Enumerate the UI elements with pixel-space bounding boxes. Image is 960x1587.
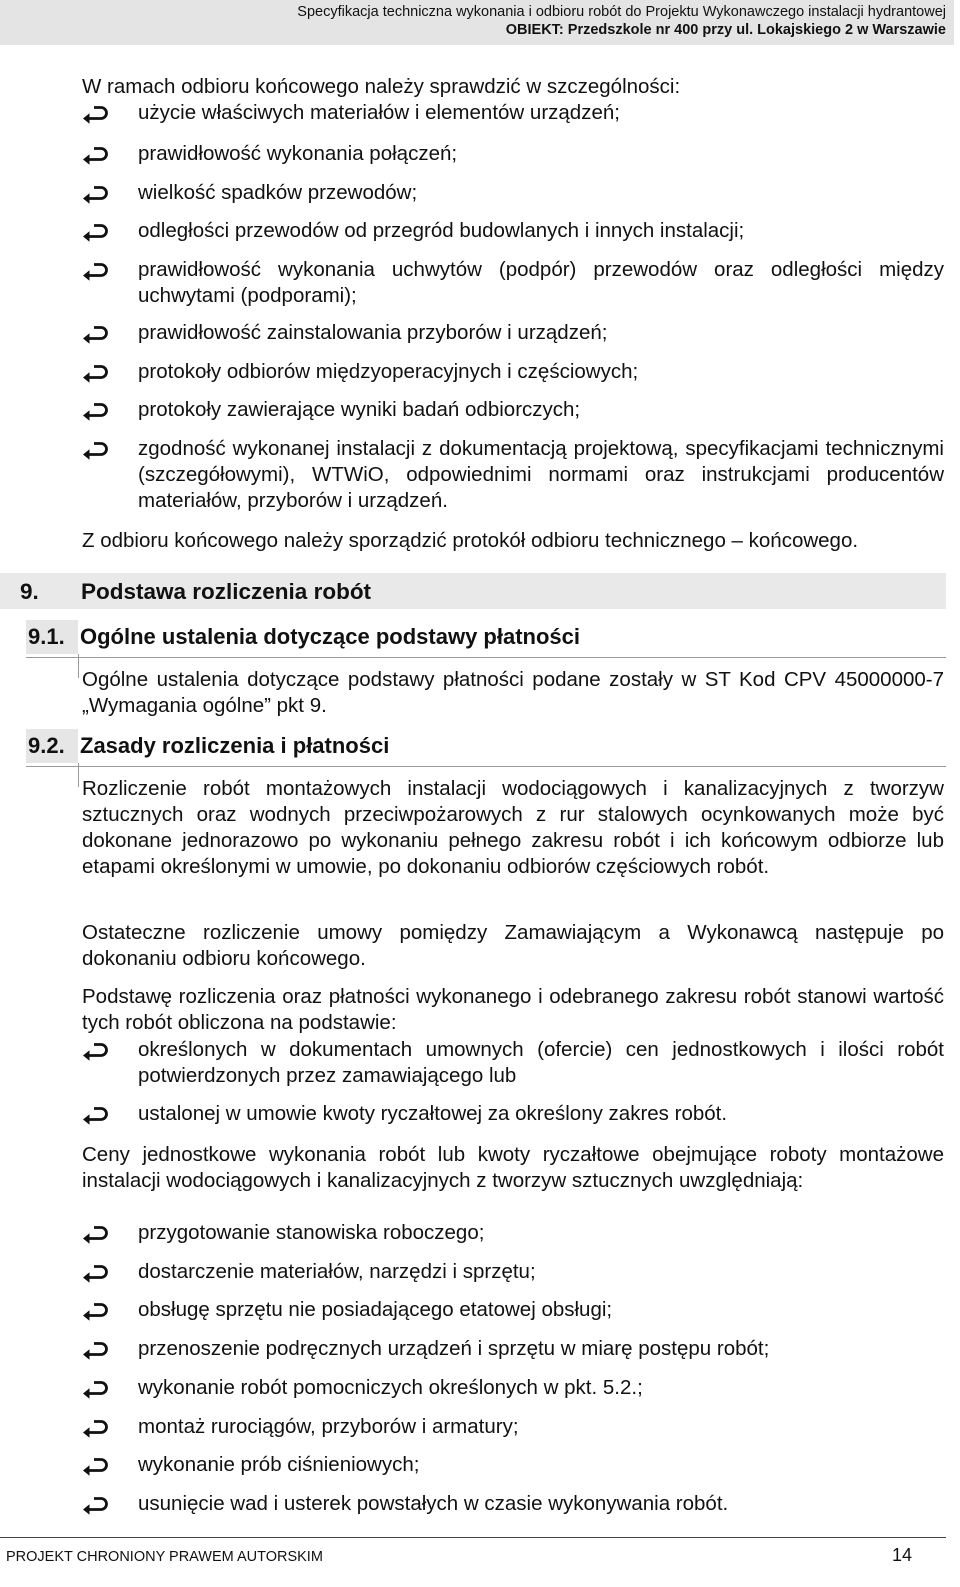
list-item <box>82 320 944 346</box>
section-9-2-paragraph-2: Ostateczne rozliczenie umowy pomiędzy Zamawiającym a Wykonawcą następuje po dokonaniu odbioru końcowego. <box>82 921 944 970</box>
list-item <box>82 100 944 126</box>
list-item-text: protokoły odbiorów międzyoperacyjnych i częściowych; <box>138 360 639 383</box>
list-item <box>82 1375 944 1401</box>
section-9-2-paragraph-4: Ceny jednostkowe wykonania robót lub kwoty ryczałtowe obejmujące roboty montażowe instalacji wodociągowych i kanalizacyjnych z tworzyw sztucznych uwzględniają: <box>82 1143 944 1192</box>
section-9-2-paragraph-1: Rozliczenie robót montażowych instalacji wodociągowych i kanalizacyjnych z tworzyw sztucznych oraz wodnych przeciwpożarowych z rur stalowych ocynkowanych może być dokonane jednorazowo po wykonaniu pełnego zakresu robót i ich końcowym odbiorze lub etapami określonymi w umowie, po dokonaniu odbiorów częściowych robót. <box>82 777 944 878</box>
curved-arrow-icon <box>82 1452 110 1478</box>
divider <box>78 654 79 678</box>
curved-arrow-icon <box>82 1220 110 1246</box>
list-item <box>82 1414 944 1440</box>
list-item-text: odległości przewodów od przegród budowlanych i innych instalacji; <box>138 219 745 242</box>
section-9-2-heading <box>26 729 946 763</box>
curved-arrow-icon <box>82 1414 110 1440</box>
list-item-text: ustalonej w umowie kwoty ryczałtowej za określony zakres robót. <box>138 1102 728 1125</box>
list-item <box>82 257 944 309</box>
section-9-1-body: Ogólne ustalenia dotyczące podstawy płatności podane zostały w ST Kod CPV 45000000-7 „Wymagania ogólne” pkt 9. <box>82 668 944 717</box>
curved-arrow-icon <box>82 100 110 126</box>
section-9-heading <box>0 573 946 609</box>
curved-arrow-icon <box>82 436 110 462</box>
list-item <box>82 359 944 385</box>
list-item <box>82 1297 944 1323</box>
divider <box>78 763 79 787</box>
curved-arrow-icon <box>82 1297 110 1323</box>
list-item <box>82 1336 944 1362</box>
list-item <box>82 218 944 244</box>
curved-arrow-icon <box>82 218 110 244</box>
section-9-number: 9. <box>20 579 39 604</box>
list-item-text: prawidłowość zainstalowania przyborów i urządzeń; <box>138 321 608 344</box>
list-item <box>82 1491 944 1517</box>
curved-arrow-icon <box>82 141 110 167</box>
list-item-text: przenoszenie podręcznych urządzeń i sprzętu w miarę postępu robót; <box>138 1337 770 1360</box>
list-item <box>82 141 944 167</box>
page-number: 14 <box>892 1545 913 1565</box>
curved-arrow-icon <box>82 397 110 423</box>
curved-arrow-icon <box>82 1375 110 1401</box>
curved-arrow-icon <box>82 1037 110 1063</box>
list-item-text: wykonanie robót pomocniczych określonych w pkt. 5.2.; <box>138 1376 643 1399</box>
header-object: OBIEKT: Przedszkole nr 400 przy ul. Lokajskiego 2 w Warszawie <box>505 22 946 38</box>
section-9-2-paragraph-3: Podstawę rozliczenia oraz płatności wykonanego i odebranego zakresu robót stanowi wartość tych robót obliczona na podstawie: <box>82 985 944 1034</box>
list-item <box>82 1101 944 1127</box>
list-item-text: protokoły zawierające wyniki badań odbiorczych; <box>138 398 581 421</box>
section-9-2-number: 9.2. <box>28 733 65 758</box>
curved-arrow-icon <box>82 257 110 283</box>
section-9-1-number: 9.1. <box>28 624 65 649</box>
list-item-text: przygotowanie stanowiska roboczego; <box>138 1221 485 1244</box>
list-item <box>82 1259 944 1285</box>
section-9-1-title: Ogólne ustalenia dotyczące podstawy płatności <box>80 624 581 649</box>
list-item-text: dostarczenie materiałów, narzędzi i sprzętu; <box>138 1260 536 1283</box>
section-9-1-heading <box>26 620 946 654</box>
list-item-text: zgodność wykonanej instalacji z dokumentacją projektową, specyfikacjami technicznymi (szczegółowymi), WTWiO, odpowiednimi normami oraz instrukcjami producentów materiałów, przyborów i urządzeń. <box>138 437 944 512</box>
footer-copyright: PROJEKT CHRONIONY PRAWEM AUTORSKIM <box>6 1549 323 1565</box>
page-header <box>0 0 954 45</box>
list-item-text: montaż rurociągów, przyborów i armatury; <box>138 1415 519 1438</box>
curved-arrow-icon <box>82 1101 110 1127</box>
curved-arrow-icon <box>82 359 110 385</box>
list-item-text: obsługę sprzętu nie posiadającego etatowej obsługi; <box>138 1298 613 1321</box>
curved-arrow-icon <box>82 180 110 206</box>
section-9-title: Podstawa rozliczenia robót <box>81 579 372 604</box>
list-item-text: wielkość spadków przewodów; <box>138 181 418 204</box>
divider <box>26 657 946 658</box>
list-item <box>82 180 944 206</box>
curved-arrow-icon <box>82 320 110 346</box>
list-item <box>82 1220 944 1246</box>
list-item-text: określonych w dokumentach umownych (ofercie) cen jednostkowych i ilości robót potwierdzonych przez zamawiającego lub <box>138 1038 944 1087</box>
footer-divider <box>0 1537 946 1538</box>
list-item-text: wykonanie prób ciśnieniowych; <box>138 1453 420 1476</box>
curved-arrow-icon <box>82 1259 110 1285</box>
list-item-text: prawidłowość wykonania połączeń; <box>138 142 458 165</box>
list-item-text: usunięcie wad i usterek powstałych w czasie wykonywania robót. <box>138 1492 729 1515</box>
divider <box>26 766 946 767</box>
header-document-title: Specyfikacja techniczna wykonania i odbioru robót do Projektu Wykonawczego instalacji hydrantowej <box>297 4 946 20</box>
list-item <box>82 436 944 514</box>
intro-text: W ramach odbioru końcowego należy sprawdzić w szczególności: <box>82 75 681 98</box>
list-item <box>82 397 944 423</box>
list-item-text: użycie właściwych materiałów i elementów urządzeń; <box>138 101 620 124</box>
list-item <box>82 1037 944 1089</box>
final-protocol-text: Z odbioru końcowego należy sporządzić protokół odbioru technicznego – końcowego. <box>82 529 859 552</box>
curved-arrow-icon <box>82 1491 110 1517</box>
section-9-2-title: Zasady rozliczenia i płatności <box>80 733 390 758</box>
list-item <box>82 1452 944 1478</box>
list-item-text: prawidłowość wykonania uchwytów (podpór) przewodów oraz odległości między uchwytami (podporami); <box>138 258 944 307</box>
curved-arrow-icon <box>82 1336 110 1362</box>
